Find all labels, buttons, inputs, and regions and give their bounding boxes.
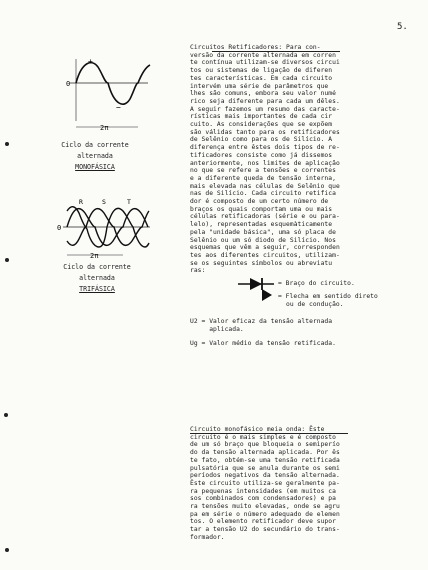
paragraph-line: mais elevada nas células de Selênio que <box>190 182 340 190</box>
definition-u2-line1: U2 = Valor eficaz da tensão alternada <box>190 318 333 325</box>
period-label: 2π <box>90 252 99 260</box>
paragraph-line: formador. <box>190 533 225 541</box>
paragraph-line: lelo), representadas esquemàticamente <box>190 221 333 229</box>
sine-wave <box>76 63 150 104</box>
paragraph-line: intervém uma série de parâmetros que <box>190 82 329 90</box>
forward-arrow-symbol <box>261 288 273 302</box>
triphase-caption <box>42 262 152 295</box>
paragraph-line: tes aos diferentes circuitos, utilizam- <box>190 251 340 259</box>
legend-arrow-text-2: ou de condução. <box>286 301 344 308</box>
phase-label-s: S <box>102 198 106 206</box>
caption-line: alternada <box>77 152 113 160</box>
definition-ug: Ug = Valor médio da tensão retificada. <box>190 340 336 347</box>
paragraph-line: ra tensões muito elevadas, onde se agru <box>190 503 340 511</box>
arrow-icon <box>262 289 272 301</box>
legend-arm-text: = Braço do circuito. <box>278 280 355 287</box>
paragraph-line: sos combinados com condensadores) e pa <box>190 495 336 503</box>
paragraph-line: versão da corrente alternada em corren <box>190 51 336 59</box>
paragraph-line: períodos negativos da tensão alternada. <box>190 472 340 480</box>
paragraph-line: A seguir fazemos um resumo das caracte- <box>190 105 340 113</box>
legend-arrow-text-1: = Flecha em sentido direto <box>278 293 378 300</box>
monophase-sine-diagram <box>62 55 152 135</box>
axis-zero-label: 0 <box>57 224 62 232</box>
section-circuito-monofasico <box>190 426 340 542</box>
caption-title: TRIFÁSICA <box>79 285 115 293</box>
section-title-underline <box>212 51 340 52</box>
paragraph-line: tos ou sistemas de ligação de diferen <box>190 67 333 75</box>
paragraph-line: Êste circuito utiliza-se geralmente pa- <box>190 479 340 487</box>
triphase-sine-diagram <box>57 197 152 262</box>
paragraph-line: de um só braço que bloqueia o semiperío <box>190 441 340 449</box>
section-title-underline <box>190 433 348 434</box>
paragraph-line: rísticas mais importantes de cada cir <box>190 113 333 121</box>
paragraph-line: são válidas tanto para os retificadores <box>190 128 340 136</box>
page-number: 5. <box>397 22 408 32</box>
paragraph-line: Circuito monofásico meia onda: Êste <box>190 426 325 433</box>
binding-hole-dot <box>5 548 9 552</box>
paragraph-line: nas de Silício. Cada circuito retifica <box>190 190 336 198</box>
phase-label-t: T <box>127 198 131 206</box>
paragraph-line: tos. O elemento retificador deve supor <box>190 518 336 526</box>
paragraph-line: pela "unidade básica", uma só placa de <box>190 228 336 236</box>
period-label: 2π <box>100 124 109 132</box>
paragraph-line: rico seja diferente para cada um dêles. <box>190 97 340 105</box>
paragraph-line: circuito é o mais simples e é composto <box>190 433 336 441</box>
paragraph-line: pa em série o número adequado de elemen <box>190 510 340 518</box>
paragraph-line: dor é composto de um certo número de <box>190 198 329 206</box>
paragraph-line: anteriormente, nos limites de aplicação <box>190 159 340 167</box>
binding-hole-dot <box>5 258 9 262</box>
binding-hole-dot <box>4 413 8 417</box>
paragraph-line: do da tensão alternada aplicada. Por ês <box>190 449 340 457</box>
caption-line: Ciclo da corrente <box>63 263 131 271</box>
definition-u2-line2: aplicada. <box>190 326 244 333</box>
paragraph-line: braços os quais comportam uma ou mais <box>190 205 333 213</box>
paragraph-line: ras: <box>190 267 206 275</box>
paragraph-line: células retificadoras (série e ou para- <box>190 213 340 221</box>
caption-line: Ciclo da corrente <box>61 141 129 149</box>
paragraph-line: Selênio ou um só diodo de Silício. Nos <box>190 236 336 244</box>
paragraph-line: ra pequenas intensidades (em muitos ca <box>190 487 336 495</box>
paragraph-line: pulsatória que se anula durante os semi <box>190 464 340 472</box>
paragraph-line: lhes são comuns, embora seu valor numé <box>190 90 336 98</box>
paragraph-line: tificadores consiste como já dissemos <box>190 151 333 159</box>
minus-sign: − <box>116 103 121 112</box>
paragraph-line: Circuitos Retificadores: Para con- <box>190 44 321 51</box>
paragraph-line: te fato, obtém-se uma tensão retificada <box>190 456 340 464</box>
caption-title: MONOFÁSICA <box>75 163 115 171</box>
binding-hole-dot <box>5 142 9 146</box>
paragraph-line: tes características. Em cada circuito <box>190 74 333 82</box>
axis-zero-label: 0 <box>66 80 71 88</box>
paragraph-line: tar a tensão U2 do secundário do trans- <box>190 526 340 534</box>
monophase-caption <box>40 140 150 173</box>
phase-label-r: R <box>79 198 83 206</box>
caption-line: alternada <box>79 274 115 282</box>
section-circuitos-retificadores <box>190 44 340 275</box>
paragraph-line: se os seguintes símbolos ou abreviatu <box>190 259 333 267</box>
plus-sign: + <box>88 57 93 66</box>
paragraph-line: no que se refere a tensões e correntes <box>190 167 336 175</box>
paragraph-line: de Selênio como para os de Silício. A <box>190 136 333 144</box>
paragraph-line: diferença entre êstes dois tipos de re- <box>190 144 340 152</box>
paragraph-line: e a diferente queda de tensão interna, <box>190 174 336 182</box>
paragraph-line: cuito. As considerações que se expõem <box>190 121 333 129</box>
paragraph-line: esquemas que vêm a seguir, corresponden <box>190 244 340 252</box>
paragraph-line: te contínua utilizam-se diversos circui <box>190 59 340 67</box>
